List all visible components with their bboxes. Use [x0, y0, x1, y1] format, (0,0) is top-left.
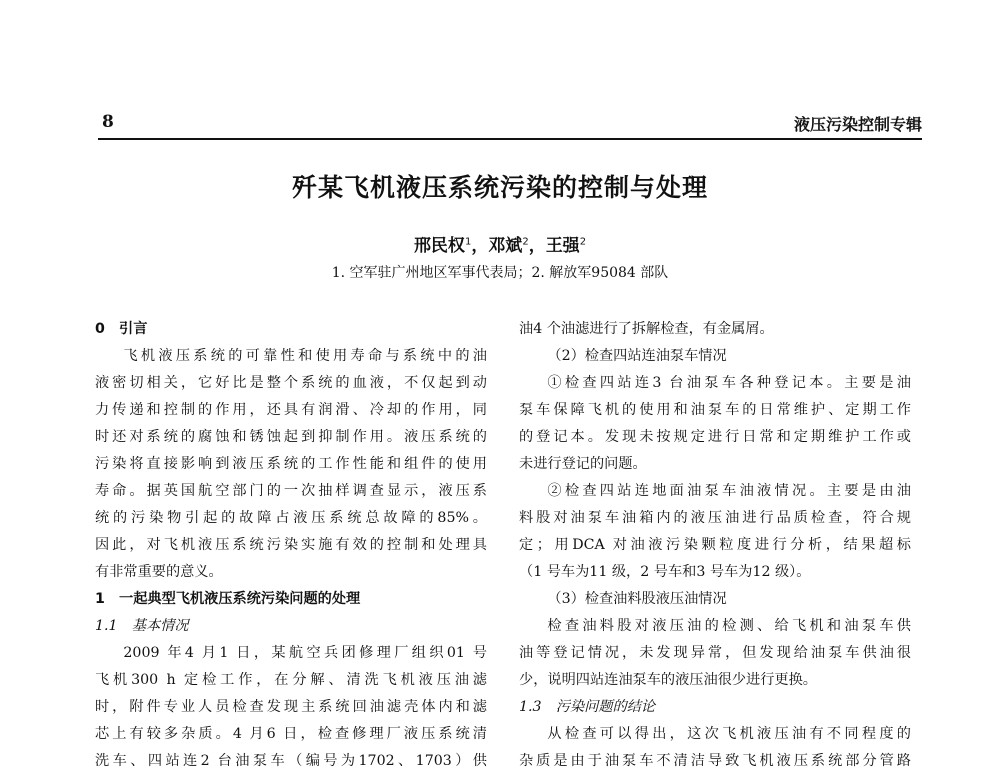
author-separator: ， [528, 236, 546, 256]
author-affil-mark: 2 [522, 236, 529, 248]
body-line: 因此，对飞机液压系统污染实施有效的控制和处理具 [95, 537, 487, 553]
body-line: 少，说明四站连油泵车的液压油很少进行更换。 [519, 672, 817, 688]
affiliation: 1. 空军驻广州地区军事代表局；2. 解放军95084 部队 [331, 265, 669, 281]
body-line: 定；用DCA 对油液污染颗粒度进行分析，结果超标 [519, 537, 911, 553]
body-line: 寿命。据英国航空部门的一次抽样调查显示，液压系 [95, 483, 487, 499]
section-heading: 1 一起典型飞机液压系统污染问题的处理 [95, 591, 361, 607]
article-title: 歼某飞机液压系统污染的控制与处理 [291, 173, 708, 202]
section-heading: 0 引言 [95, 321, 148, 337]
running-header [98, 108, 922, 140]
body-line: 统的污染物引起的故障占液压系统总故障的85%。 [95, 510, 487, 526]
body-line: 杂质是由于油泵车不清洁导致飞机液压系统部分管路 [519, 753, 911, 769]
body-line: 料股对油泵车油箱内的液压油进行品质检查，符合规 [519, 510, 911, 526]
body-line: 时，附件专业人员检查发现主系统回油滤壳体内和滤 [95, 699, 487, 715]
author-name: 王强 [545, 236, 580, 256]
page-number: 8 [102, 112, 114, 132]
journal-name: 液压污染控制专辑 [793, 115, 922, 134]
body-line: 飞机液压系统的可靠性和使用寿命与系统中的油 [123, 348, 487, 364]
body-line: （1 号车为11 级，2 号车和3 号车为12 级）。 [519, 564, 811, 580]
right-column [519, 316, 911, 775]
list-heading: （2）检查四站连油泵车情况 [547, 348, 727, 364]
body-line: 飞机300 h 定检工作，在分解、清洗飞机液压油滤 [95, 672, 487, 688]
body-line: 未进行登记的问题。 [519, 456, 647, 472]
author-name: 邢民权 [413, 236, 465, 256]
list-heading: （3）检查油料股液压油情况 [547, 591, 727, 607]
body-line: 时还对系统的腐蚀和锈蚀起到抑制作用。液压系统的 [95, 429, 487, 445]
body-line: 油等登记情况，未发现异常，但发现给油泵车供油很 [519, 645, 911, 661]
body-line: 有非常重要的意义。 [95, 564, 223, 580]
body-line: 检查油料股对液压油的检测、给飞机和油泵车供 [547, 618, 911, 634]
author-affil-mark: 1 [464, 236, 472, 248]
body-line: 洗车、四站连2 台油泵车（编号为1702、1703）供 [95, 753, 487, 769]
body-line: 泵车保障飞机的使用和油泵车的日常维护、定期工作 [519, 402, 911, 418]
author-name: 邓斌 [488, 236, 523, 256]
subsection-heading: 1.3 污染问题的结论 [519, 699, 656, 715]
left-column [95, 316, 487, 775]
body-line: ②检查四站连地面油泵车油液情况。主要是由油 [547, 483, 911, 499]
author-separator: ， [471, 236, 489, 256]
body-line: 从检查可以得出，这次飞机液压油有不同程度的 [547, 726, 911, 742]
author-line [0, 231, 1000, 256]
body-line: 力传递和控制的作用，还具有润滑、冷却的作用，同 [95, 402, 487, 418]
body-line: 芯上有较多杂质。4 月6 日，检查修理厂液压系统清 [95, 726, 487, 742]
body-line: 油4 个油滤进行了拆解检查，有金属屑。 [519, 321, 774, 337]
body-line: 液密切相关，它好比是整个系统的血液，不仅起到动 [95, 375, 487, 391]
subsection-heading: 1.1 基本情况 [95, 618, 189, 634]
body-line: 污染将直接影响到液压系统的工作性能和组件的使用 [95, 456, 487, 472]
body-line: ①检查四站连3 台油泵车各种登记本。主要是油 [547, 375, 911, 391]
author-affil-mark: 2 [579, 236, 587, 248]
body-line: 的登记本。发现未按规定进行日常和定期维护工作或 [519, 429, 911, 445]
body-line: 2009 年4 月1 日，某航空兵团修理厂组织01 号 [123, 645, 487, 661]
